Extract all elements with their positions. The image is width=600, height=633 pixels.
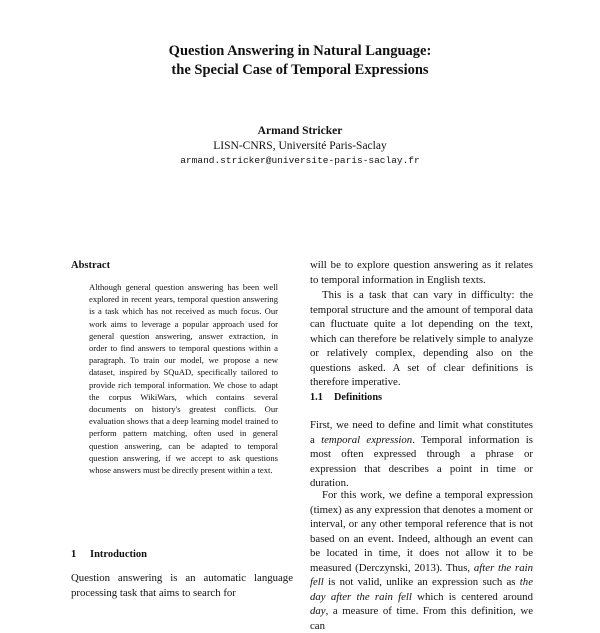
author-affiliation: LISN-CNRS, Université Paris-Saclay xyxy=(213,140,387,152)
introduction-text: Question answering is an automatic language processing task that aims to search for xyxy=(71,572,293,599)
definitions-paragraph-1 xyxy=(310,418,533,491)
introduction-heading xyxy=(71,548,293,562)
subsection-number: 1.1 xyxy=(310,392,323,403)
example-day-after-rain: the day after the rain fell xyxy=(310,576,533,603)
paper-title xyxy=(0,42,600,80)
introduction-title: Introduction xyxy=(90,549,147,560)
author-name: Armand Stricker xyxy=(257,125,343,137)
p4-text-a: For this work, we define a temporal expression (timex) as any expression that denotes a moment or interval, or any other temporal reference that is not based on an event. Indeed, although an event can be located in time, it does not allow it to be measured (Derczynski, 2013). Thus, xyxy=(310,489,533,574)
p4-text-c: which is centered around xyxy=(411,590,533,603)
author-block xyxy=(0,124,600,168)
p4-text-d: , a measure of time. From this definition, we can xyxy=(310,605,533,632)
title-line-1: Question Answering in Natural Language: xyxy=(168,43,432,59)
example-day: day xyxy=(310,605,326,617)
p4-text-b: is not valid, unlike an expression such as xyxy=(323,576,520,588)
right-paragraph-1: will be to explore question answering as it relates to temporal information in English texts. xyxy=(310,259,533,286)
abstract-text: Although general question answering has been well explored in recent years, temporal question answering is a task which has not received as much focus. Our work aims to leverage a popular approach used for general question answering, answer extraction, in order to find answers to temporal questions within a paragraph. To train our model, we propose a new dataset, inspired by SQuAD, specifically tailored to provide rich temporal information. We chose to adapt the corpus WikiWars, which contains several documents on history's greatest conflicts. Our evaluation shows that a deep learning model trained to perform pattern matching, often used in general question answering, can be adapted to temporal question answering, if we accept to ask questions whose answers must be directly present within a text. xyxy=(89,282,278,476)
p3-text-b: . Temporal information is most often expressed through a phrase or expression that describes a point in time or duration. xyxy=(310,433,533,489)
definitions-heading xyxy=(310,391,533,405)
subsection-title: Definitions xyxy=(334,392,383,403)
introduction-number: 1 xyxy=(71,549,77,560)
definitions-paragraph-2 xyxy=(310,488,533,633)
temporal-expression-term: temporal expression xyxy=(321,433,413,446)
right-paragraph-2: This is a task that can vary in difficulty: the temporal structure and the amount of temporal data can fluctuate quite a lot depending on the text, which can therefore be relatively simple to analyze or relatively complex, depending also on the questions asked. A set of clear definitions is therefore imperative. xyxy=(310,289,533,388)
abstract-heading: Abstract xyxy=(71,260,111,271)
p3-text-a: First, we need to define and limit what constitutes a xyxy=(310,419,533,446)
example-after-rain: after the rain fell xyxy=(310,561,533,588)
author-email: armand.stricker@universite-paris-saclay.fr xyxy=(180,155,420,166)
title-line-2: the Special Case of Temporal Expressions xyxy=(171,62,429,78)
